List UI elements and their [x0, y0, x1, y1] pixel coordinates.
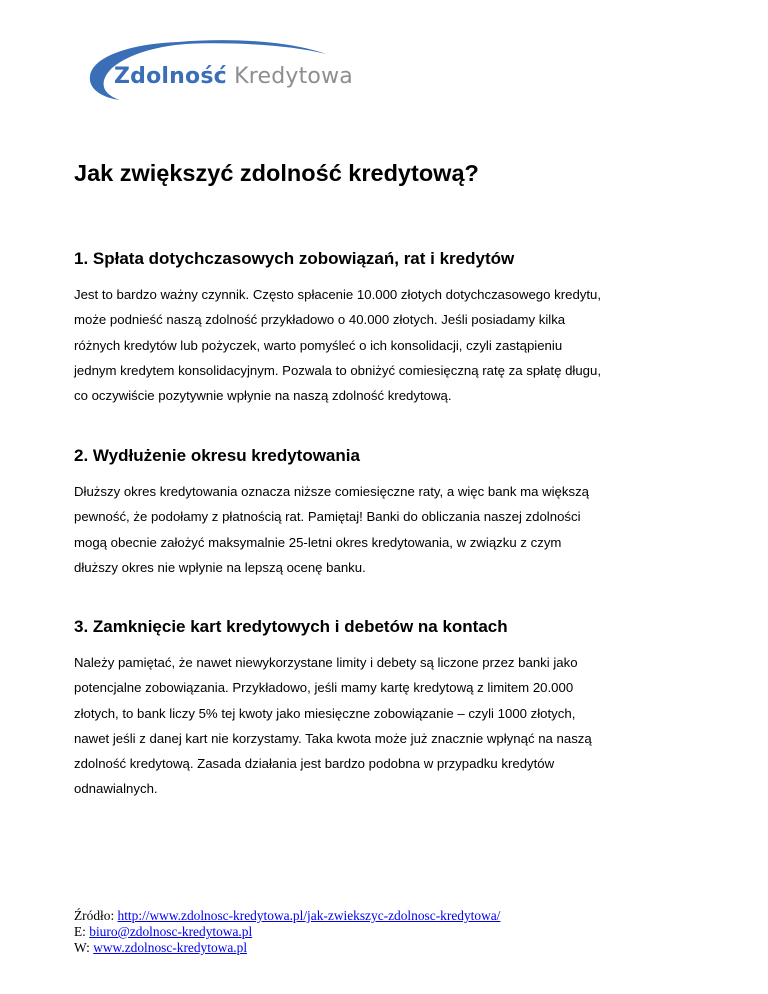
footer-email	[74, 924, 500, 940]
body-line: pewność, że podołamy z płatnością rat. Pamiętaj! Banki do obliczania naszej zdolności	[74, 509, 581, 525]
body-line: zdolność kredytową. Zasada działania jest bardzo podobna w przypadku kredytów	[74, 756, 555, 772]
footer	[74, 908, 500, 956]
body-line: Jest to bardzo ważny czynnik. Często spłacenie 10.000 złotych dotychczasowego kredytu,	[74, 287, 602, 302]
website-link[interactable]: www.zdolnosc-kredytowa.pl	[93, 940, 248, 955]
page-title: Jak zwiększyć zdolność kredytową?	[74, 160, 479, 186]
section-debt-repayment	[74, 248, 714, 408]
section-loan-period	[74, 445, 714, 580]
section-body	[74, 479, 714, 580]
body-line: może podnieść naszą zdolność przykładowo o 40.000 złotych. Jeśli posiadamy kilka	[74, 312, 566, 328]
body-line: odnawialnych.	[74, 781, 158, 797]
footer-source-label: Źródło:	[74, 908, 118, 923]
source-link[interactable]: http://www.zdolnosc-kredytowa.pl/jak-zwiekszyc-zdolnosc-kredytowa/	[117, 908, 501, 923]
footer-source	[74, 908, 500, 924]
logo-word-kredytowa: Kredytowa	[234, 64, 353, 89]
footer-web	[74, 940, 500, 956]
body-line: różnych kredytów lub pożyczek, warto pomyśleć o ich konsolidacji, czyli zastąpieniu	[74, 337, 563, 353]
footer-web-label: W:	[74, 940, 94, 955]
section-heading: 1. Spłata dotychczasowych zobowiązań, rat i kredytów	[74, 249, 515, 268]
section-body	[74, 650, 714, 802]
section-heading: 3. Zamknięcie kart kredytowych i debetów na kontach	[74, 617, 508, 636]
body-line: jednym kredytem konsolidacyjnym. Pozwala to obniżyć comiesięczną ratę za spłatę długu,	[74, 362, 602, 378]
section-credit-cards	[74, 616, 714, 802]
body-line: Należy pamiętać, że nawet niewykorzystane limity i debety są liczone przez banki jako	[74, 655, 578, 670]
body-line: złotych, to bank liczy 5% tej kwoty jako miesięczne zobowiązanie – czyli 1000 złotych,	[74, 705, 576, 721]
footer-email-label: E:	[74, 924, 90, 939]
email-link[interactable]: biuro@zdolnosc-kredytowa.pl	[89, 924, 253, 939]
logo-word-zdolnosc: Zdolność	[114, 64, 227, 89]
section-body	[74, 282, 714, 408]
body-line: nawet jeśli z danej kart nie korzystamy. Taka kwota może już znacznie wpłynąć na naszą	[74, 730, 592, 746]
body-line: co oczywiście pozytywnie wpłynie na naszą zdolność kredytową.	[74, 388, 452, 404]
section-heading: 2. Wydłużenie okresu kredytowania	[74, 446, 360, 465]
body-line: dłuższy okres nie wpłynie na lepszą ocenę banku.	[74, 559, 366, 575]
body-line: Dłuższy okres kredytowania oznacza niższe comiesięczne raty, a więc bank ma większą	[74, 484, 590, 499]
logo	[86, 38, 356, 110]
body-line: mogą obecnie założyć maksymalnie 25-letni okres kredytowania, w związku z czym	[74, 534, 562, 550]
body-line: potencjalne zobowiązania. Przykładowo, jeśli mamy kartę kredytową z limitem 20.000	[74, 680, 574, 696]
logo-text	[114, 64, 353, 89]
